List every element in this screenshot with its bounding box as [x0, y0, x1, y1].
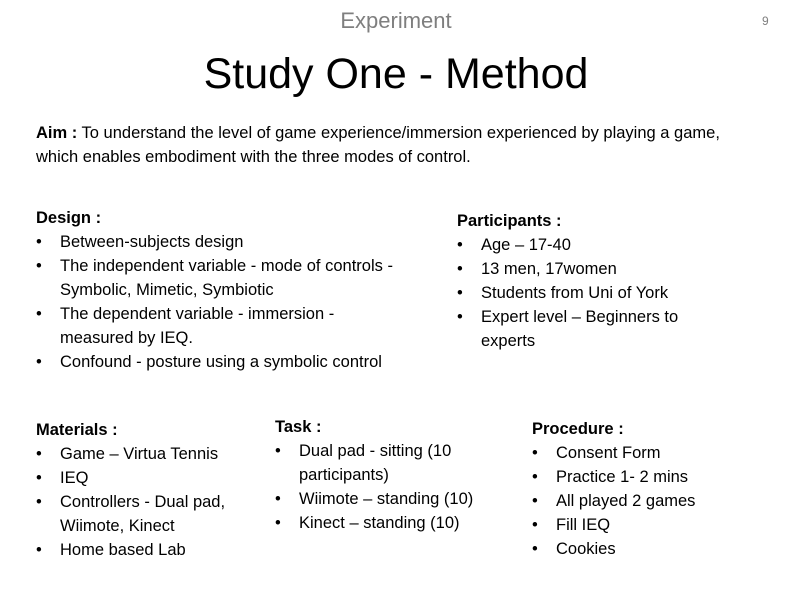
materials-heading: Materials : — [36, 421, 118, 439]
aim-label: Aim : — [36, 124, 78, 142]
list-item: • Between-subjects design — [36, 230, 396, 254]
list-item: • Home based Lab — [36, 538, 246, 562]
list-item: • Students from Uni of York — [457, 281, 687, 305]
list-item: • Consent Form — [532, 441, 762, 465]
list-item: • The independent variable - mode of controls - Symbolic, Mimetic, Symbiotic — [36, 254, 396, 302]
task-list — [275, 439, 510, 535]
procedure-list — [532, 441, 762, 561]
list-item: • The dependent variable - immersion - measured by IEQ. — [36, 302, 396, 350]
list-item: • Expert level – Beginners to experts — [457, 305, 687, 353]
materials-section — [36, 418, 246, 562]
aim-text: To understand the level of game experience/immersion experienced by playing a game, which enables embodiment with the three modes of control. — [36, 124, 720, 166]
task-heading: Task : — [275, 418, 322, 436]
list-item: • Game – Virtua Tennis — [36, 442, 246, 466]
list-item: • Dual pad - sitting (10 participants) — [275, 439, 510, 487]
participants-section — [457, 209, 687, 353]
list-item: • Controllers - Dual pad, Wiimote, Kinect — [36, 490, 246, 538]
list-item: • Practice 1- 2 mins — [532, 465, 762, 489]
participants-heading: Participants : — [457, 212, 562, 230]
materials-list — [36, 442, 246, 562]
list-item: • Wiimote – standing (10) — [275, 487, 510, 511]
section-label: Experiment — [340, 8, 452, 33]
list-item: • 13 men, 17women — [457, 257, 687, 281]
design-heading: Design : — [36, 209, 102, 227]
list-item: • IEQ — [36, 466, 246, 490]
list-item: • Kinect – standing (10) — [275, 511, 510, 535]
task-section — [275, 415, 510, 535]
procedure-heading: Procedure : — [532, 420, 624, 438]
list-item: • Fill IEQ — [532, 513, 762, 537]
participants-list — [457, 233, 687, 353]
procedure-section — [532, 417, 762, 561]
list-item: • All played 2 games — [532, 489, 762, 513]
list-item: • Confound - posture using a symbolic control — [36, 350, 396, 374]
design-section — [36, 206, 396, 374]
design-list — [36, 230, 396, 374]
aim-paragraph — [36, 121, 766, 169]
list-item: • Age – 17-40 — [457, 233, 687, 257]
slide-title: Study One - Method — [203, 50, 589, 98]
page-number: 9 — [762, 14, 769, 28]
list-item: • Cookies — [532, 537, 762, 561]
